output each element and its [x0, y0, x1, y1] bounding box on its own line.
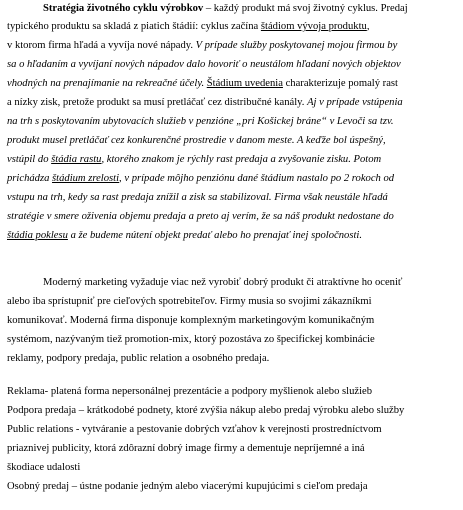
term-growth: štádia rastu: [51, 154, 102, 165]
paragraph-line: komunikovať. Moderná firma disponuje komplexným marketingovým komunikačným: [7, 315, 375, 326]
term-decline: štádia poklesu: [7, 230, 68, 241]
paragraph-line: sa o hľadaním a vyvíjaní nových nápadov dalo hovoriť o neustálom hľadaní nových objektov: [7, 59, 401, 70]
definition-sales-promotion: Podpora predaja – krátkodobé podnety, ktoré zvýšia nákup alebo predaj výrobku alebo služby: [7, 405, 405, 416]
term-maturity: štádium zrelosti: [52, 173, 120, 184]
paragraph-line: systémom, nazývaným tiež promotion-mix, ktorý pozostáva zo špecifickej kombinácie: [7, 334, 375, 345]
definition-public-relations-cont: priaznivej publicity, ktorá zdôrazní dobrý image firmy a dementuje nepríjemné a iná: [7, 443, 365, 454]
definition-public-relations: Public relations - vytváranie a pestovanie dobrých vzťahov k verejnosti prostredníctvom: [7, 424, 382, 435]
term-introduction: Štádium uvedenia: [206, 78, 283, 89]
paragraph-line: vhodných na prenajímanie na rekreačné účely. Štádium uvedenia charakterizuje pomalý rast: [7, 78, 398, 89]
paragraph-line: štádia poklesu a že budeme nútení objekt predať alebo ho prenajať inej spoločnosti.: [7, 230, 363, 241]
section-title: Stratégia životného cyklu výrobkov: [43, 3, 204, 14]
paragraph-line: v ktorom firma hľadá a vyvíja nové nápady. V prípade služby poskytovanej mojou firmou by: [7, 40, 398, 51]
paragraph-line: reklamy, podpory predaja, public relation a osobného predaja.: [7, 353, 270, 364]
definition-personal-selling: Osobný predaj – ústne podanie jedným alebo viacerými kupujúcimi s cieľom predaja: [7, 481, 368, 492]
paragraph-line: Stratégia životného cyklu výrobkov – každý produkt má svoj životný cyklus. Predaj: [43, 3, 408, 14]
term-development: štádiom vývoja produktu: [260, 21, 367, 32]
paragraph-line: alebo iba sprístupniť pre cieľových spotrebiteľov. Firmy musia so svojimi zákazníkmi: [7, 296, 372, 307]
paragraph-line: stratégie v smere oživenia objemu predaja a preto aj verím, že sa náš produkt nedostane do: [7, 211, 394, 222]
paragraph-line: vstupu na trh, kedy sa rast predaja znížil a zisk sa stabilizoval. Firma však neustále hľadá: [7, 192, 388, 203]
paragraph-line: na trh s poskytovaním ubytovacích služieb v penzióne „pri Košickej bráne“ v Levoči sa tzv.: [7, 116, 394, 127]
paragraph-line: Moderný marketing vyžaduje viac než vyrobiť dobrý produkt či atraktívne ho oceniť: [43, 277, 403, 288]
paragraph-line: prichádza štádium zrelosti, v prípade môjho penziónu dané štádium nastalo po 2 rokoch od: [7, 173, 395, 184]
paragraph-line: a nízky zisk, pretože produkt sa musí pretláčať cez distribučné kanály. Aj v prípade vstúpenia: [7, 97, 403, 108]
paragraph-line: typického produktu sa skladá z piatich štádií: cyklus začína štádiom vývoja produktu,: [7, 21, 370, 32]
paragraph-line: produkt musel pretláčať cez konkurenčné prostredie v danom meste. A keďže bol úspešný,: [7, 135, 386, 146]
paragraph-line: vstúpil do štádia rastu, ktorého znakom je rýchly rast predaja a zvyšovanie zisku. Potom: [7, 154, 382, 165]
definition-public-relations-end: škodiace udalosti: [7, 462, 81, 473]
definition-advertising: Reklama- platená forma nepersonálnej prezentácie a podpory myšlienok alebo služieb: [7, 386, 373, 397]
